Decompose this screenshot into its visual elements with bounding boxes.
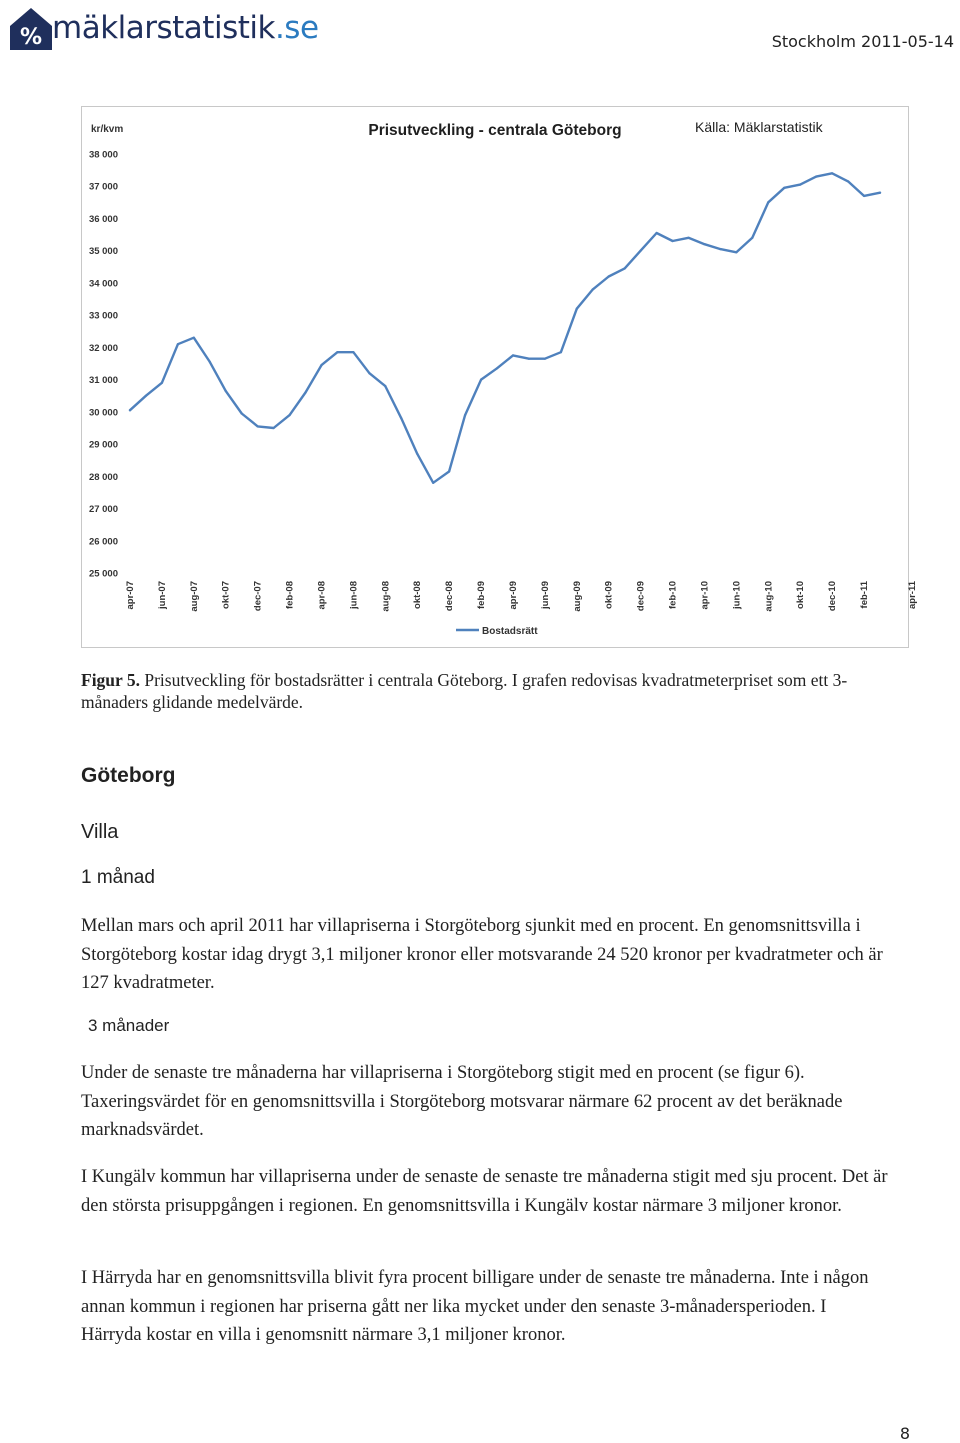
x-tick-label: okt-10: [795, 581, 807, 609]
data-point: [352, 351, 354, 353]
x-tick-label: jun-08: [348, 581, 360, 609]
logo-symbol: %: [19, 25, 43, 50]
x-tick-label: okt-09: [603, 581, 615, 609]
caption-label: Figur 5.: [81, 670, 140, 690]
data-point: [687, 237, 689, 239]
data-point: [320, 364, 322, 366]
y-tick-label: 36 000: [88, 213, 118, 225]
data-point: [416, 453, 418, 455]
series-line-bostadsratt: [130, 173, 880, 483]
data-point: [863, 195, 865, 197]
data-point: [656, 232, 658, 234]
y-tick-label: 38 000: [88, 149, 118, 161]
paragraph-4: I Härryda har en genomsnittsvilla blivit fyra procent billigare under de senaste tre månaderna. Inte i någon annan kommun i regionen har priserna gått ner lika mycket under den senaste 3-månadersperioden. I Härryda kostar en villa i genomsnitt närmare 3,1 miljoner kronor.: [81, 1268, 869, 1346]
data-point: [241, 412, 243, 414]
header-date: Stockholm 2011-05-14: [771, 32, 954, 51]
section-heading-period-1: 1 månad: [81, 867, 155, 888]
data-point: [719, 248, 721, 250]
logo-wordmark: [52, 10, 319, 46]
data-point: [512, 354, 514, 356]
data-point: [608, 275, 610, 277]
y-tick-label: 30 000: [88, 407, 118, 419]
paragraph-2: Under de senaste tre månaderna har villapriserna i Storgöteborg stigit med en procent (se figur 6). Taxeringsvärdet för en genomsnittsvilla i Storgöteborg motsvarar närmare 62 procent av det beräknade marknadsvärdet.: [81, 1063, 843, 1141]
x-tick-label: dec-08: [444, 581, 456, 612]
data-point: [592, 288, 594, 290]
y-tick-label: 27 000: [88, 504, 118, 516]
chart-title: Prisutveckling - centrala Göteborg: [368, 122, 622, 139]
data-point: [464, 414, 466, 416]
series-layer: [129, 172, 881, 484]
data-point: [847, 180, 849, 182]
y-tick-label: 26 000: [88, 536, 118, 548]
data-point: [177, 343, 179, 345]
data-point: [129, 409, 131, 411]
y-tick-label: 29 000: [88, 439, 118, 451]
x-tick-label: jun-09: [539, 581, 551, 609]
data-point: [735, 251, 737, 253]
data-point: [640, 250, 642, 252]
data-point: [336, 351, 338, 353]
data-point: [799, 184, 801, 186]
y-tick-label: 32 000: [88, 342, 118, 354]
data-point: [560, 351, 562, 353]
y-tick-label: 33 000: [88, 310, 118, 322]
data-point: [751, 237, 753, 239]
logo-tld: .se: [274, 10, 319, 46]
data-point: [145, 395, 147, 397]
chart-source: Källa: Mäklarstatistik: [695, 119, 823, 135]
data-point: [767, 201, 769, 203]
x-axis: [125, 580, 918, 611]
x-tick-label: aug-07: [188, 581, 200, 612]
data-point: [480, 379, 482, 381]
y-tick-label: 28 000: [88, 471, 118, 483]
data-point: [576, 308, 578, 310]
y-tick-label: 31 000: [88, 375, 118, 387]
chart-legend: [456, 626, 538, 637]
x-tick-label: apr-10: [699, 581, 711, 610]
x-tick-label: okt-08: [412, 581, 424, 609]
y-tick-label: 34 000: [88, 278, 118, 290]
x-tick-label: apr-07: [125, 581, 136, 610]
chart-ylabel: kr/kvm: [91, 124, 124, 135]
y-tick-label: 25 000: [88, 568, 118, 580]
x-tick-label: apr-08: [316, 581, 328, 610]
data-point: [624, 267, 626, 269]
data-point: [528, 358, 530, 360]
site-logo: [8, 6, 328, 54]
house-percent-icon: [8, 6, 54, 52]
data-point: [209, 361, 211, 363]
paragraph-1: Mellan mars och april 2011 har villapriserna i Storgöteborg sjunkit med en procent. En genomsnittsvilla i Storgöteborg kostar idag drygt 3,1 miljoner kronor eller motsvarande 24 520 kronor per kvadratmeter och är 127 kvadratmeter.: [81, 916, 883, 994]
data-point: [289, 414, 291, 416]
data-point: [304, 391, 306, 393]
x-tick-label: aug-08: [380, 581, 392, 612]
data-point: [831, 172, 833, 174]
price-chart: [81, 106, 918, 648]
data-point: [783, 187, 785, 189]
logo-name: mäklarstatistik: [52, 10, 275, 46]
data-point: [384, 385, 386, 387]
data-point: [400, 417, 402, 419]
caption-text: Prisutveckling för bostadsrätter i centrala Göteborg. I grafen redovisas kvadratmeterpriset som ett 3-månaders glidande medelvärde.: [81, 670, 848, 712]
section-heading-type: Villa: [81, 821, 119, 843]
data-point: [161, 382, 163, 384]
x-tick-label: apr-09: [507, 581, 519, 610]
data-point: [432, 482, 434, 484]
data-point: [257, 425, 259, 427]
y-tick-label: 37 000: [88, 181, 118, 193]
x-tick-label: dec-10: [827, 581, 839, 612]
x-tick-label: okt-07: [220, 581, 232, 609]
x-tick-label: feb-11: [859, 581, 871, 609]
data-point: [368, 372, 370, 374]
data-point: [815, 176, 817, 178]
y-tick-label: 35 000: [88, 246, 118, 258]
x-tick-label: jun-10: [731, 581, 743, 609]
data-point: [544, 358, 546, 360]
x-tick-label: feb-10: [667, 581, 679, 609]
data-point: [703, 243, 705, 245]
x-tick-label: feb-08: [284, 581, 296, 609]
x-tick-label: dec-09: [635, 581, 647, 612]
data-point: [879, 192, 881, 194]
paragraph-3: I Kungälv kommun har villapriserna under de senaste de senaste tre månaderna stigit med sju procent. Det är den största prisuppgången i regionen. En genomsnittsvilla i Kungälv kostar närmare 3 miljoner kronor.: [81, 1167, 888, 1216]
data-point: [225, 390, 227, 392]
data-point: [672, 240, 674, 242]
data-point: [496, 367, 498, 369]
figure-caption: [81, 669, 891, 713]
data-point: [448, 470, 450, 472]
data-point: [273, 427, 275, 429]
y-axis: [89, 150, 118, 580]
page-number: 8: [899, 1424, 910, 1443]
x-tick-label: aug-10: [763, 581, 775, 612]
x-tick-label: feb-09: [476, 581, 488, 609]
section-heading-period-3: 3 månader: [88, 1016, 170, 1035]
section-heading-city: Göteborg: [81, 764, 176, 787]
x-tick-label: dec-07: [252, 581, 264, 612]
data-point: [193, 337, 195, 339]
x-tick-label: aug-09: [571, 581, 583, 612]
legend-label: Bostadsrätt: [482, 626, 538, 637]
x-tick-label: apr-11: [906, 581, 918, 609]
x-tick-label: jun-07: [156, 581, 168, 609]
chart-canvas: [82, 107, 918, 647]
